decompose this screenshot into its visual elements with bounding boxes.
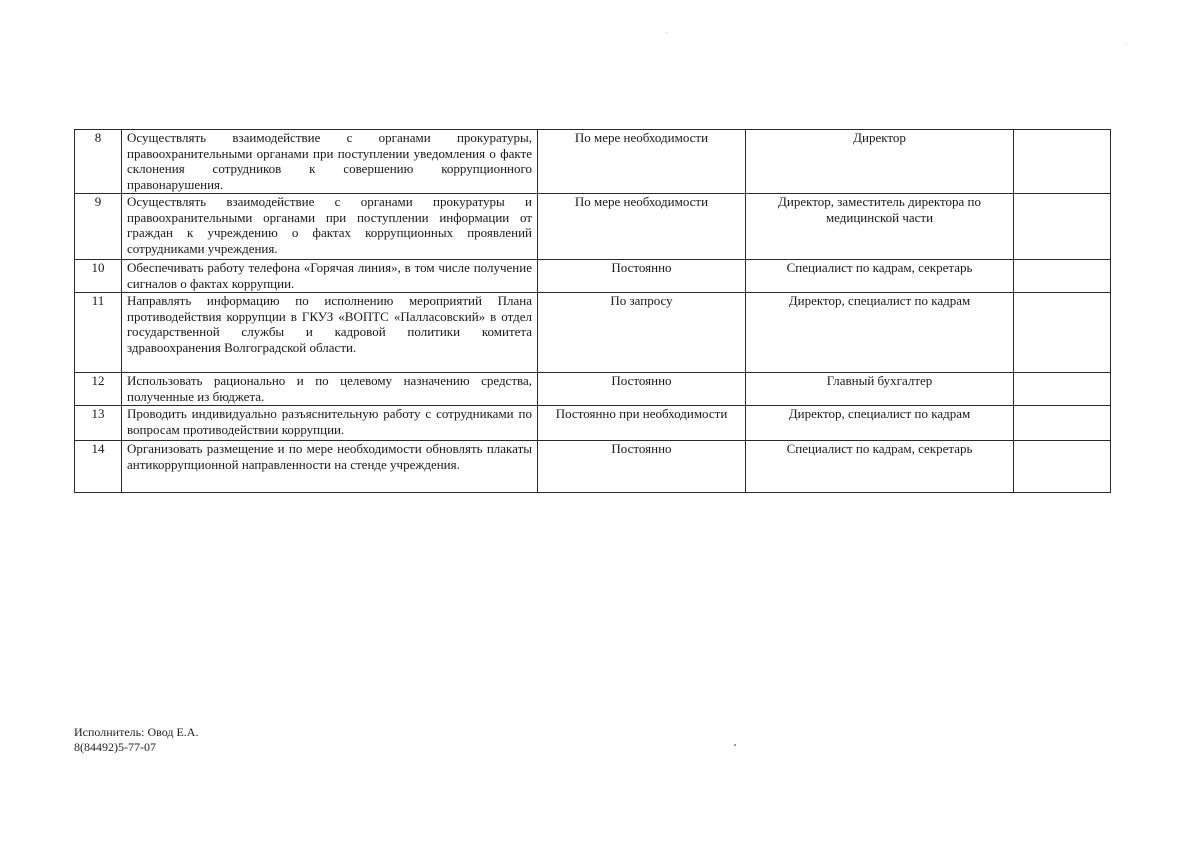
deadline-text: Постоянно bbox=[538, 373, 746, 406]
responsible-text: Специалист по кадрам, секретарь bbox=[746, 260, 1014, 293]
table-row bbox=[75, 260, 1111, 293]
row-number: 8 bbox=[75, 130, 122, 194]
note-cell bbox=[1014, 441, 1111, 493]
row-number: 13 bbox=[75, 406, 122, 441]
row-number: 11 bbox=[75, 293, 122, 373]
measure-text: Направлять информацию по исполнению мероприятий Плана противодействия коррупции в ГКУЗ «ВОПТС «Палласовский» в отдел государственной службы и кадровой политики комитета здравоохранения Волгоградской области. bbox=[122, 293, 538, 373]
executor-name: Исполнитель: Овод Е.А. bbox=[74, 725, 199, 739]
deadline-text: По мере необходимости bbox=[538, 130, 746, 194]
note-cell bbox=[1014, 406, 1111, 441]
responsible-text: Директор, специалист по кадрам bbox=[746, 406, 1014, 441]
scan-speck bbox=[666, 32, 667, 33]
anticorruption-plan-table bbox=[74, 129, 1111, 493]
deadline-text: Постоянно bbox=[538, 260, 746, 293]
row-number: 10 bbox=[75, 260, 122, 293]
note-cell bbox=[1014, 293, 1111, 373]
measure-text: Осуществлять взаимодействие с органами прокуратуры и правоохранительными органами при поступлении информации от граждан к учреждению о фактах коррупционных проявлений сотрудниками учреждения. bbox=[122, 194, 538, 260]
measure-text: Организовать размещение и по мере необходимости обновлять плакаты антикоррупционной направленности на стенде учреждения. bbox=[122, 441, 538, 493]
footer-executor-block bbox=[74, 725, 198, 755]
deadline-text: Постоянно bbox=[538, 441, 746, 493]
responsible-text: Специалист по кадрам, секретарь bbox=[746, 441, 1014, 493]
table-row bbox=[75, 194, 1111, 260]
row-number: 9 bbox=[75, 194, 122, 260]
note-cell bbox=[1014, 260, 1111, 293]
measure-text: Осуществлять взаимодействие с органами прокуратуры, правоохранительными органами при поступлении уведомления о факте склонения сотрудников к совершению коррупционного правонарушения. bbox=[122, 130, 538, 194]
responsible-text: Директор bbox=[746, 130, 1014, 194]
table-row bbox=[75, 293, 1111, 373]
note-cell bbox=[1014, 373, 1111, 406]
deadline-text: Постоянно при необходимости bbox=[538, 406, 746, 441]
responsible-text: Главный бухгалтер bbox=[746, 373, 1014, 406]
deadline-text: По запросу bbox=[538, 293, 746, 373]
row-number: 14 bbox=[75, 441, 122, 493]
executor-phone: 8(84492)5-77-07 bbox=[74, 740, 156, 754]
responsible-text: Директор, заместитель директора по медицинской части bbox=[746, 194, 1014, 260]
deadline-text: По мере необходимости bbox=[538, 194, 746, 260]
table-row bbox=[75, 130, 1111, 194]
table-row bbox=[75, 441, 1111, 493]
table-row bbox=[75, 406, 1111, 441]
note-cell bbox=[1014, 130, 1111, 194]
table-row bbox=[75, 373, 1111, 406]
measure-text: Обеспечивать работу телефона «Горячая линия», в том числе получение сигналов о фактах коррупции. bbox=[122, 260, 538, 293]
note-cell bbox=[1014, 194, 1111, 260]
measure-text: Проводить индивидуально разъяснительную работу с сотрудниками по вопросам противодействии коррупции. bbox=[122, 406, 538, 441]
scan-speck bbox=[734, 744, 736, 746]
measure-text: Использовать рационально и по целевому назначению средства, полученные из бюджета. bbox=[122, 373, 538, 406]
responsible-text: Директор, специалист по кадрам bbox=[746, 293, 1014, 373]
row-number: 12 bbox=[75, 373, 122, 406]
scan-speck bbox=[1126, 44, 1127, 45]
